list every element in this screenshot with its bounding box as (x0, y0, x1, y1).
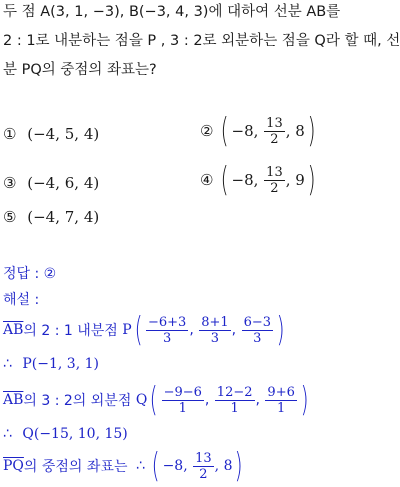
fraction-1: $\frac{-9-6}{1}$ (163, 384, 202, 416)
option-pre: −8, (231, 171, 259, 189)
fraction-1: $\frac{-6+3}{3}$ (147, 314, 187, 346)
result-pre: −8, (162, 458, 188, 474)
option-text: (−4, 5, 4) (27, 125, 100, 143)
option-post: , 8 (285, 122, 305, 140)
paren-right: ) (300, 380, 309, 420)
paren-right: ) (307, 160, 316, 200)
option-5[interactable] (3, 208, 99, 226)
option-marker: ④ (200, 171, 214, 189)
result-fraction: $\frac{13}{2}$ (195, 450, 212, 482)
segment-label: $\overline{AB}$ (3, 392, 24, 408)
option-marker: ① (3, 125, 17, 143)
option-marker: ⑤ (3, 208, 17, 226)
explanation-label: 해설 : (3, 292, 40, 308)
fraction-3: $\frac{9+6}{1}$ (267, 384, 295, 416)
explanation-line-2 (3, 356, 99, 372)
answer-label: 정답 : (3, 266, 40, 282)
option-pre: −8, (231, 122, 259, 140)
point-p: P(−1, 3, 1) (22, 356, 99, 372)
option-4[interactable] (200, 160, 318, 200)
therefore-symbol: ∴ (3, 356, 12, 372)
fraction-2: $\frac{8+1}{3}$ (201, 314, 229, 346)
explanation-line-3: $\overline{AB}$의 3 : 2의 외분점 Q( $\frac{-9-6}{1}$ , $\frac{12-2}{1}$ , $\frac{9+6}{1}$ ) (3, 380, 309, 420)
result-post: , 8 (214, 458, 233, 474)
paren-left: ( (149, 380, 158, 420)
paren-left: ( (220, 111, 229, 151)
explanation-ratio: 의 3 : 2의 외분점 (23, 393, 132, 409)
option-post: , 9 (285, 171, 305, 189)
paren-left: ( (134, 310, 143, 350)
question-line-2: 2 : 1로 내분하는 점을 P , 3 : 2로 외분하는 점을 Q라 할 때, 선 (3, 33, 400, 49)
explanation-ratio: 의 2 : 1 내분점 (23, 323, 118, 339)
midpoint-text: 의 중점의 좌표는 (23, 459, 128, 475)
option-2[interactable] (200, 111, 318, 151)
paren-left: ( (220, 160, 229, 200)
paren-right: ) (276, 310, 285, 350)
segment-label: $\overline{AB}$ (3, 322, 24, 338)
point-label: Q (135, 392, 148, 408)
paren-right: ) (235, 446, 244, 486)
therefore-symbol: ∴ (3, 426, 12, 442)
option-fraction: $\frac{13}{2}$ (266, 115, 283, 147)
explanation-line-1: $\overline{AB}$의 2 : 1 내분점 P( $\frac{-6+3}{3}$ , $\frac{8+1}{3}$ , $\frac{6-3}{3}$ ) (3, 310, 285, 350)
option-1[interactable] (3, 125, 99, 143)
option-fraction: $\frac{13}{2}$ (266, 164, 283, 196)
point-label: P (122, 322, 132, 338)
answer (3, 263, 56, 283)
explanation-line-4 (3, 426, 128, 442)
therefore-symbol: ∴ (135, 458, 145, 474)
segment-label: $\overline{PQ}$ (3, 458, 24, 474)
paren-left: ( (151, 446, 160, 486)
fraction-3: $\frac{6-3}{3}$ (243, 314, 271, 346)
option-text: (−4, 6, 4) (27, 174, 100, 192)
option-marker: ② (200, 122, 214, 140)
option-text: (−4, 7, 4) (27, 208, 100, 226)
option-marker: ③ (3, 174, 17, 192)
answer-value: ② (43, 266, 57, 282)
option-3[interactable] (3, 174, 99, 192)
question-line-3: 분 PQ의 중점의 좌표는? (3, 62, 157, 78)
question-line-1: 두 점 A(3, 1, −3), B(−3, 4, 3)에 대하여 선분 AB를 (3, 4, 341, 20)
explanation-line-5 (3, 446, 246, 486)
point-q: Q(−15, 10, 15) (22, 426, 128, 442)
fraction-2: $\frac{12-2}{1}$ (216, 384, 253, 416)
paren-right: ) (307, 111, 316, 151)
